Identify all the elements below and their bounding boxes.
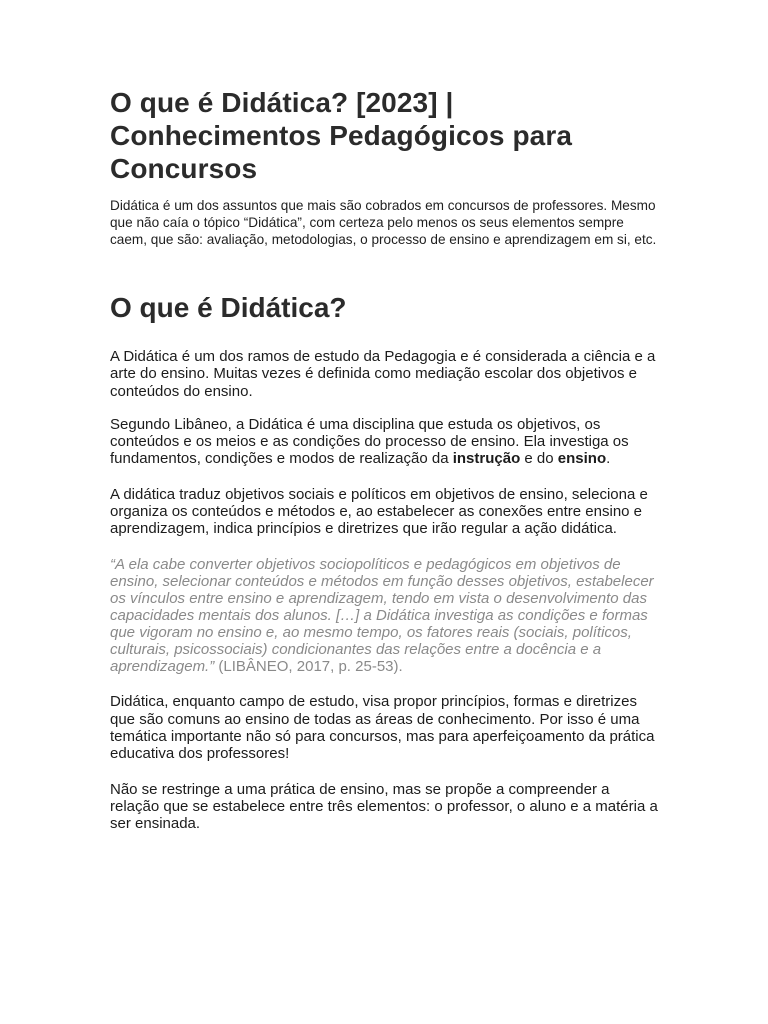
- section-heading: O que é Didática?: [110, 292, 347, 323]
- paragraph-libaneo-end: .: [606, 450, 611, 468]
- blockquote: [110, 556, 658, 676]
- paragraph-libaneo-text: Segundo Libâneo, a Didática é uma disciplina que estuda os objetivos, os conteúdos e os meios e as condições do processo de ensino. Ela investiga os fundamentos, condições e modos de realização da: [110, 415, 629, 468]
- document-page: [110, 86, 658, 832]
- intro-paragraph: Didática é um dos assuntos que mais são cobrados em concursos de professores. Mesmo que não caía o tópico “Didática”, com certeza pelo menos os seus elementos sempre caem, que são: avaliação, metodologias, o processo de ensino e aprendizagem em si, etc.: [110, 198, 657, 247]
- paragraph-field-of-study: Didática, enquanto campo de estudo, visa propor princípios, formas e diretrizes que são comuns ao ensino de todas as áreas de conhecimento. Por isso é uma temática importante não só para concursos, mas para aperfeiçoamento da prática educativa dos professores!: [110, 693, 655, 763]
- paragraph-libaneo-connector: e do: [520, 450, 558, 468]
- paragraph-libaneo: [110, 416, 658, 468]
- page-title: O que é Didática? [2023] | Conhecimentos Pedagógicos para Concursos: [110, 87, 572, 184]
- paragraph-three-elements: Não se restringe a uma prática de ensino, mas se propõe a compreender a relação que se estabelece entre três elementos: o professor, o aluno e a matéria a ser ensinada.: [110, 780, 658, 833]
- quote-citation: (LIBÂNEO, 2017, p. 25-53).: [214, 658, 403, 676]
- paragraph-definition: A Didática é um dos ramos de estudo da Pedagogia e é considerada a ciência e a arte do ensino. Muitas vezes é definida como mediação escolar dos objetivos e conteúdos do ensino.: [110, 348, 656, 400]
- bold-term-ensino: ensino: [557, 450, 607, 468]
- paragraph-objectives: A didática traduz objetivos sociais e políticos em objetivos de ensino, seleciona e organiza os conteúdos e métodos e, ao estabelecer as conexões entre ensino e aprendizagem, indica princípios e diretrizes que irão regular a ação didática.: [110, 485, 648, 538]
- bold-term-instrucao: instrução: [452, 450, 521, 468]
- quote-text: “A ela cabe converter objetivos sociopolíticos e pedagógicos em objetivos de ensino, selecionar conteúdos e métodos em função desses objetivos, estabelecer os vínculos entre ensino e aprendizagem, tendo em vista o desenvolvimento das capacidades mentais dos alunos. […] a Didática investiga as condições e formas que vigoram no ensino e, ao mesmo tempo, os fatores reais (sociais, políticos, culturais, psicossociais) condicionantes das relações entre a docência e a aprendizagem.”: [110, 555, 654, 676]
